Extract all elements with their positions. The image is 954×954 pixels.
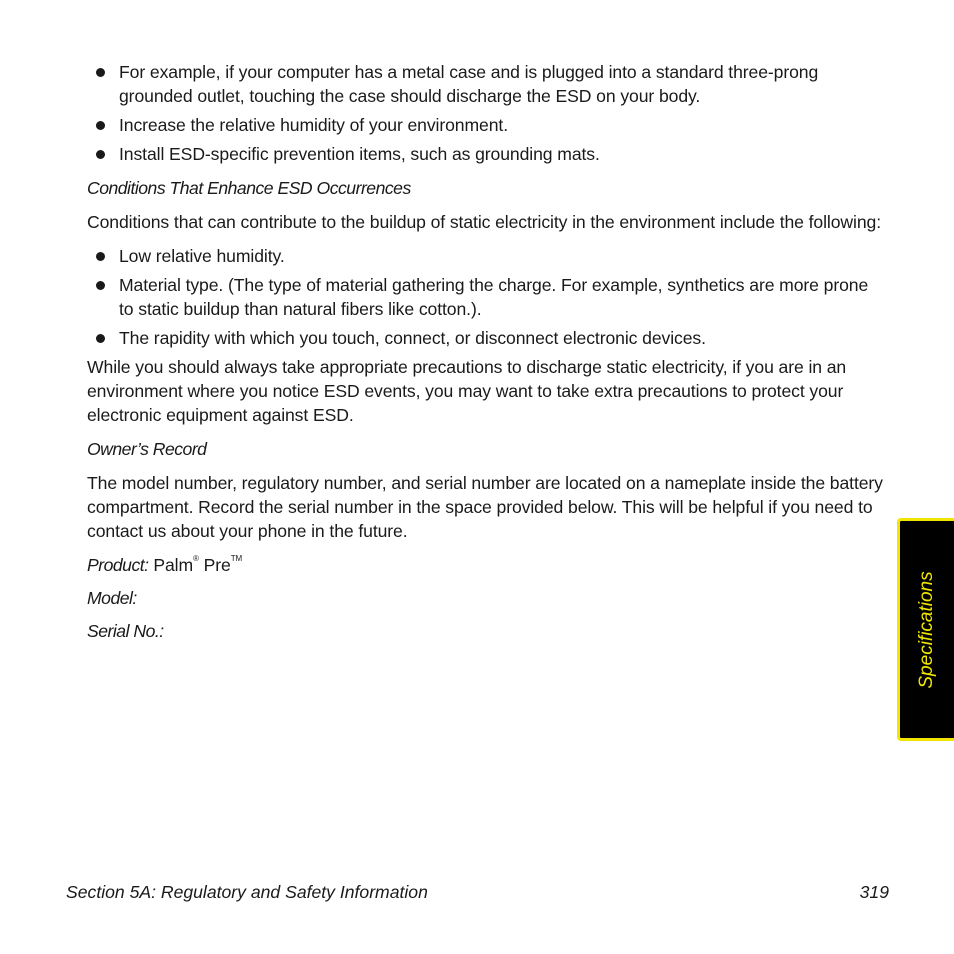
esd-prevention-list xyxy=(87,60,887,166)
footer-page-number: 319 xyxy=(859,882,889,902)
list-item xyxy=(87,142,887,166)
model-label: Model: xyxy=(87,588,137,608)
esd-conditions-list xyxy=(87,244,887,350)
owners-record-paragraph: The model number, regulatory number, and serial number are located on a nameplate inside the battery compartment. Record the serial number in the space provided below. This will be helpful if you need to contact us about your phone in the future. xyxy=(87,473,883,541)
bullet-icon xyxy=(96,68,105,77)
page-footer xyxy=(66,882,889,903)
list-item-text: For example, if your computer has a metal case and is plugged into a standard three-prong grounded outlet, touching the case should discharge the ESD on your body. xyxy=(119,62,819,106)
product-model: Pre xyxy=(203,555,231,575)
list-item-text: Material type. (The type of material gathering the charge. For example, synthetics are more prone to static buildup than natural fibers like cotton.). xyxy=(119,275,869,319)
list-item xyxy=(87,273,887,321)
list-item xyxy=(87,113,887,137)
footer-section-title: Section 5A: Regulatory and Safety Information xyxy=(66,882,428,902)
precautions-paragraph: While you should always take appropriate precautions to discharge static electricity, if you are in an environment where you notice ESD events, you may want to take extra precautions to protect your electronic equipment against ESD. xyxy=(87,357,847,425)
list-item xyxy=(87,60,887,108)
owners-record-heading: Owner’s Record xyxy=(87,439,207,459)
model-field xyxy=(87,586,887,610)
trademark-mark: TM xyxy=(230,554,243,564)
product-field xyxy=(87,553,887,577)
bullet-icon xyxy=(96,281,105,290)
side-tab-label: Specifications xyxy=(916,570,937,689)
product-label: Product: xyxy=(87,555,149,575)
bullet-icon xyxy=(96,121,105,130)
conditions-paragraph: Conditions that can contribute to the buildup of static electricity in the environment include the following: xyxy=(87,212,881,232)
product-brand: Palm xyxy=(153,555,194,575)
bullet-icon xyxy=(96,334,105,343)
list-item-text: Increase the relative humidity of your environment. xyxy=(119,115,508,135)
bullet-icon xyxy=(96,252,105,261)
list-item-text: The rapidity with which you touch, connect, or disconnect electronic devices. xyxy=(119,328,706,348)
conditions-heading: Conditions That Enhance ESD Occurrences xyxy=(87,178,411,198)
list-item-text: Low relative humidity. xyxy=(119,246,285,266)
list-item-text: Install ESD-specific prevention items, such as grounding mats. xyxy=(119,144,600,164)
section-side-tab xyxy=(897,518,954,741)
registered-mark: ® xyxy=(193,554,199,564)
list-item xyxy=(87,244,887,268)
serial-field xyxy=(87,619,887,643)
serial-label: Serial No.: xyxy=(87,621,164,641)
list-item xyxy=(87,326,887,350)
page-content xyxy=(87,60,887,652)
bullet-icon xyxy=(96,150,105,159)
